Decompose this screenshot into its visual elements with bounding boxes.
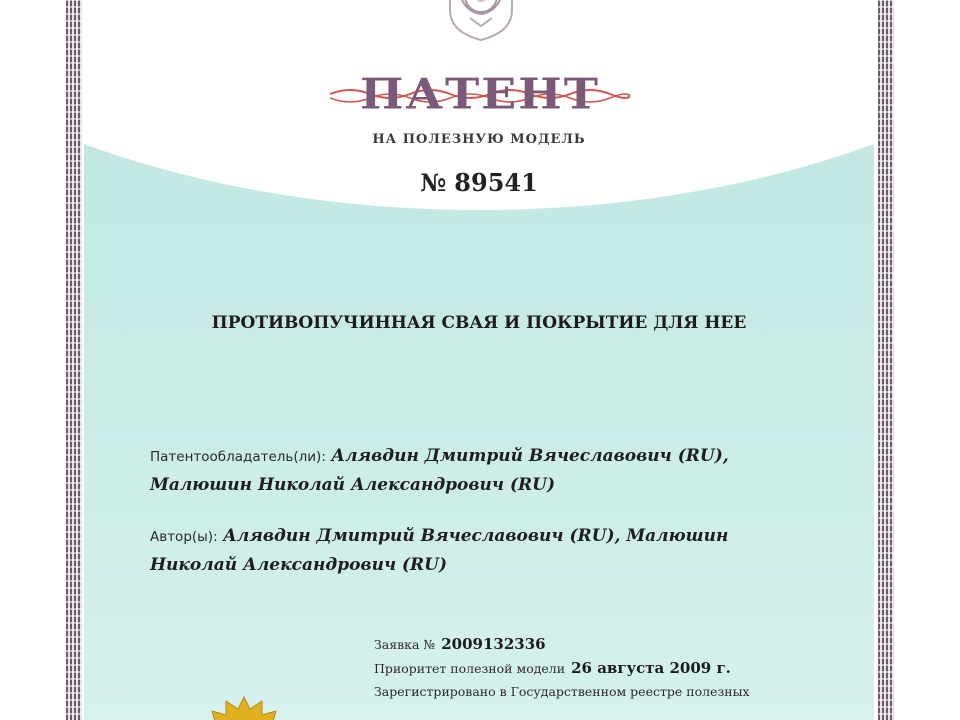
authors-line-1 <box>150 522 830 551</box>
invention-title: ПРОТИВОПУЧИННАЯ СВАЯ И ПОКРЫТИЕ ДЛЯ НЕЕ <box>211 313 747 333</box>
gold-seal-icon <box>194 695 294 720</box>
patent-number <box>84 168 874 197</box>
authors-label: Автор(ы): <box>150 529 218 545</box>
number-sign: № <box>420 168 447 197</box>
priority-row <box>374 657 854 681</box>
patent-holders <box>150 442 830 499</box>
holders-label: Патентообладатель(ли): <box>150 449 326 465</box>
certificate-sheet <box>84 0 874 720</box>
priority-label: Приоритет полезной модели <box>374 661 566 676</box>
application-label: Заявка № <box>374 637 436 652</box>
ornamental-border-left <box>66 0 82 720</box>
authors-names-1: Алявдин Дмитрий Вячеславович (RU), Малюшин <box>223 526 729 546</box>
holders-line-2 <box>150 471 830 499</box>
ornamental-border-right <box>878 0 894 720</box>
document-title: ПАТЕНТ <box>360 69 600 119</box>
coat-of-arms-icon <box>444 0 518 42</box>
holders-names-1: Алявдин Дмитрий Вячеславович (RU), <box>331 446 729 466</box>
patent-number-value: 89541 <box>454 168 538 197</box>
authors-names-2: Николай Александрович (RU) <box>150 555 448 575</box>
document-subtitle: НА ПОЛЕЗНУЮ МОДЕЛЬ <box>372 132 586 147</box>
authors <box>150 522 830 579</box>
title-band <box>330 69 630 119</box>
authors-line-2 <box>150 551 830 579</box>
registered-label: Зарегистрировано в Государственном реестре полезных <box>374 684 750 699</box>
registration-details <box>374 633 854 705</box>
holders-line-1 <box>150 442 830 471</box>
application-row <box>374 633 854 657</box>
priority-date: 26 августа 2009 г. <box>571 659 731 677</box>
registered-row <box>374 681 854 705</box>
holders-names-2: Малюшин Николай Александрович (RU) <box>150 475 556 495</box>
application-number: 2009132336 <box>441 635 546 653</box>
